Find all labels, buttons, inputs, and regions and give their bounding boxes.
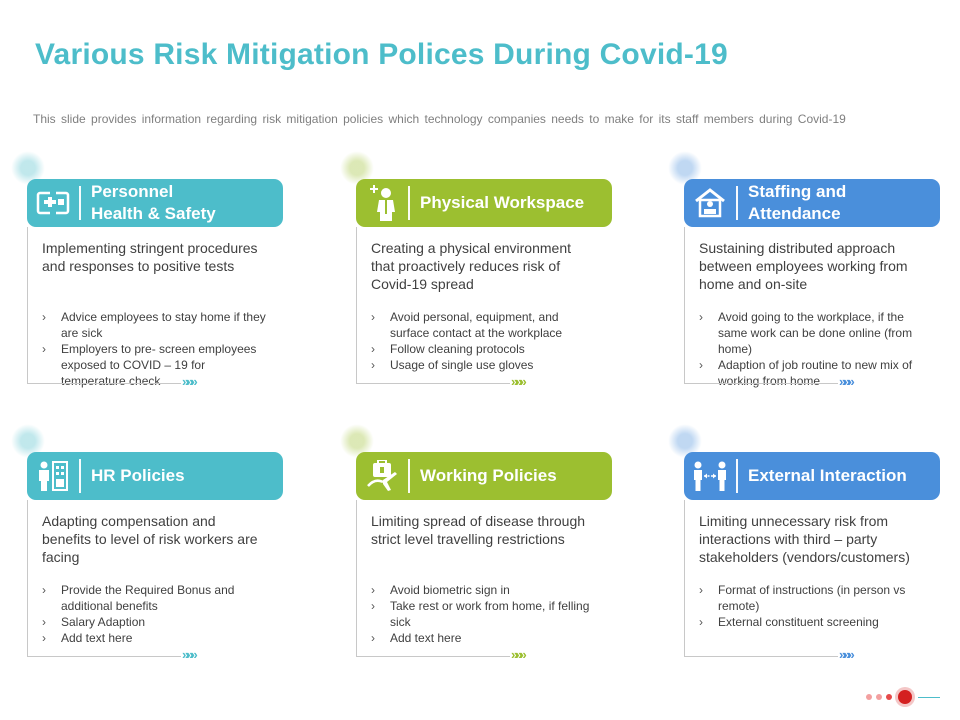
card-heading-line1: Personnel <box>91 182 174 201</box>
chevron-arrows-icon: »»» <box>182 374 195 389</box>
chevron-arrows-icon: »»» <box>511 647 524 662</box>
card-bullet-list <box>371 309 596 373</box>
chevron-arrows-icon: »»» <box>839 374 852 389</box>
card-lead-text: Sustaining distributed approach between employees working from home and on-site <box>699 240 908 292</box>
card-heading-line2: Attendance <box>748 204 841 223</box>
decoration-line <box>918 697 940 698</box>
dot-icon <box>876 694 882 700</box>
list-item: › Adaption of job routine to new mix of working from home <box>699 357 924 389</box>
card-lead-text: Limiting unnecessary risk from interactions with third – party stakeholders (vendors/customers) <box>699 513 910 565</box>
list-item: › External constituent screening <box>699 614 924 630</box>
card-bottom-border <box>27 383 181 384</box>
card-staffing-attendance <box>684 167 940 392</box>
virus-icon <box>898 690 912 704</box>
card-header <box>684 179 940 227</box>
list-item: › Salary Adaption <box>42 614 267 630</box>
page-subtitle: This slide provides information regarding risk mitigation policies which technology companies needs to make for its staff members during Covid-19 <box>33 112 846 126</box>
chevron-arrows-icon: »»» <box>182 647 195 662</box>
list-item: › Usage of single use gloves <box>371 357 596 373</box>
card-left-border <box>356 227 357 383</box>
dot-icon <box>886 694 892 700</box>
list-item: › Follow cleaning protocols <box>371 341 596 357</box>
card-bullet-list <box>42 582 267 646</box>
header-separator <box>79 459 81 493</box>
card-lead-text: Adapting compensation and benefits to level of risk workers are facing <box>42 513 258 565</box>
work-from-home-icon <box>684 179 736 227</box>
dot-icon <box>866 694 872 700</box>
list-item: › Provide the Required Bonus and additional benefits <box>42 582 267 614</box>
card-heading <box>738 465 907 487</box>
header-separator <box>408 186 410 220</box>
card-header <box>356 179 612 227</box>
list-item: › Add text here <box>371 630 596 646</box>
header-separator <box>408 459 410 493</box>
list-item: › Format of instructions (in person vs remote) <box>699 582 924 614</box>
employee-payment-icon <box>27 452 79 500</box>
card-lead-text: Creating a physical environment that proactively reduces risk of Covid-19 spread <box>371 240 571 292</box>
chevron-arrows-icon: »»» <box>511 374 524 389</box>
chevron-arrows-icon: »»» <box>839 647 852 662</box>
travel-restriction-icon <box>356 452 408 500</box>
card-lead-text: Limiting spread of disease through strict level travelling restrictions <box>371 513 586 547</box>
card-heading <box>81 181 216 225</box>
card-heading-line1: HR Policies <box>91 466 185 485</box>
card-left-border <box>684 500 685 656</box>
card-heading-line1: Working Policies <box>420 466 557 485</box>
card-external-interaction <box>684 440 940 665</box>
card-header <box>27 452 283 500</box>
card-bottom-border <box>684 383 838 384</box>
card-hr-policies <box>27 440 283 665</box>
medical-kit-icon <box>27 179 79 227</box>
list-item: › Employers to pre- screen employees exposed to COVID – 19 for temperature check <box>42 341 267 389</box>
header-separator <box>736 186 738 220</box>
header-separator <box>736 459 738 493</box>
card-left-border <box>27 227 28 383</box>
card-physical-workspace <box>356 167 612 392</box>
page-title: Various Risk Mitigation Polices During Covid-19 <box>35 38 728 71</box>
card-heading-line1: Physical Workspace <box>420 193 585 212</box>
card-heading <box>410 465 557 487</box>
card-left-border <box>684 227 685 383</box>
card-header <box>27 179 283 227</box>
card-heading-line2: Health & Safety <box>91 204 216 223</box>
card-left-border <box>27 500 28 656</box>
list-item: › Avoid going to the workplace, if the same work can be done online (from home) <box>699 309 924 357</box>
list-item: › Add text here <box>42 630 267 646</box>
card-lead-text: Implementing stringent procedures and responses to positive tests <box>42 240 258 274</box>
corner-decoration <box>866 690 940 704</box>
card-bottom-border <box>27 656 181 657</box>
card-heading <box>410 192 584 214</box>
list-item: › Advice employees to stay home if they are sick <box>42 309 267 341</box>
card-bottom-border <box>684 656 838 657</box>
card-heading-line1: External Interaction <box>748 466 907 485</box>
header-separator <box>79 186 81 220</box>
card-personnel-health-safety <box>27 167 283 392</box>
card-header <box>684 452 940 500</box>
card-bottom-border <box>356 656 510 657</box>
card-bottom-border <box>356 383 510 384</box>
card-bullet-list <box>699 309 924 389</box>
card-left-border <box>356 500 357 656</box>
list-item: › Avoid biometric sign in <box>371 582 596 598</box>
list-item: › Take rest or work from home, if felling sick <box>371 598 596 630</box>
people-interaction-icon <box>684 452 736 500</box>
card-heading <box>738 181 846 225</box>
card-heading <box>81 465 185 487</box>
card-working-policies <box>356 440 612 665</box>
card-heading-line1: Staffing and <box>748 182 847 201</box>
card-bullet-list <box>699 582 924 630</box>
list-item: › Avoid personal, equipment, and surface contact at the workplace <box>371 309 596 341</box>
card-bullet-list <box>42 309 267 389</box>
card-header <box>356 452 612 500</box>
doctor-icon <box>356 179 408 227</box>
card-bullet-list <box>371 582 596 646</box>
